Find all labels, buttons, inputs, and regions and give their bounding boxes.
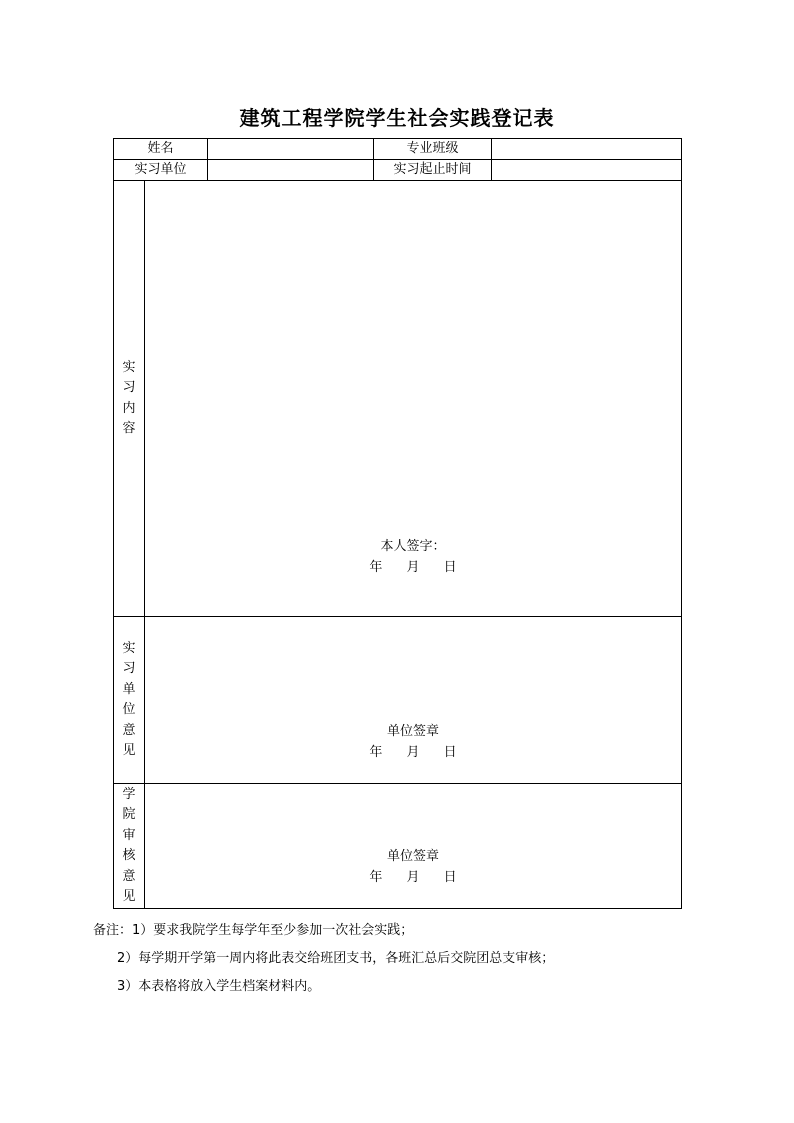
major-class-label: 专业班级 [374, 139, 492, 160]
row-internship-content [114, 181, 682, 617]
college-stamp-block [145, 846, 681, 888]
label-char: 位 [122, 702, 136, 717]
row-unit-opinion [114, 617, 682, 784]
row-unit-period [114, 160, 682, 181]
month-label: 月 [406, 870, 420, 885]
year-label: 年 [369, 745, 383, 760]
note-line-1: 备注：1）要求我院学生每学年至少参加一次社会实践； [93, 923, 414, 938]
name-label: 姓名 [114, 139, 208, 160]
year-label: 年 [369, 870, 383, 885]
date-line [145, 557, 681, 578]
unit-opinion-area[interactable] [145, 617, 682, 784]
college-stamp-label: 单位签章 [387, 849, 440, 864]
name-field[interactable] [208, 139, 374, 160]
note-line-2: 2）每学期开学第一周内将此表交给班团支书，各班汇总后交院团总支审核； [117, 951, 555, 966]
unit-stamp-label: 单位签章 [387, 724, 440, 739]
day-label: 日 [443, 560, 457, 575]
internship-unit-field[interactable] [208, 160, 374, 181]
note-line-3: 3）本表格将放入学生档案材料内。 [117, 979, 321, 994]
college-review-label [114, 784, 145, 909]
self-signature-label: 本人签字： [380, 539, 446, 554]
registration-form-table [113, 138, 682, 909]
label-char: 见 [122, 889, 136, 904]
label-char: 实 [122, 640, 136, 656]
internship-period-label: 实习起止时间 [374, 160, 492, 181]
date-line [145, 867, 681, 888]
label-char: 习 [122, 661, 136, 676]
label-char: 容 [122, 421, 136, 436]
unit-stamp-block [145, 721, 681, 763]
label-char: 见 [122, 743, 136, 758]
major-class-field[interactable] [492, 139, 682, 160]
self-signature-block [145, 536, 681, 578]
label-char: 习 [122, 380, 136, 395]
month-label: 月 [406, 560, 420, 575]
notes-section [93, 917, 554, 1001]
label-char: 院 [122, 807, 136, 822]
month-label: 月 [406, 745, 420, 760]
day-label: 日 [443, 745, 457, 760]
label-char: 内 [122, 400, 136, 416]
internship-content-area[interactable] [145, 181, 682, 617]
internship-period-field[interactable] [492, 160, 682, 181]
year-label: 年 [369, 560, 383, 575]
label-char: 意 [122, 722, 136, 738]
date-line [145, 742, 681, 763]
label-char: 学 [122, 786, 136, 802]
form-title: 建筑工程学院学生社会实践登记表 [239, 106, 555, 130]
internship-unit-label: 实习单位 [114, 160, 208, 181]
row-name-major [114, 139, 682, 160]
label-char: 审 [122, 827, 136, 843]
label-char: 实 [122, 359, 136, 375]
day-label: 日 [443, 870, 457, 885]
college-review-area[interactable] [145, 784, 682, 909]
row-college-review [114, 784, 682, 909]
label-char: 单 [122, 681, 136, 697]
unit-opinion-label [114, 617, 145, 784]
internship-content-label [114, 181, 145, 617]
label-char: 核 [122, 848, 136, 863]
label-char: 意 [122, 868, 136, 884]
